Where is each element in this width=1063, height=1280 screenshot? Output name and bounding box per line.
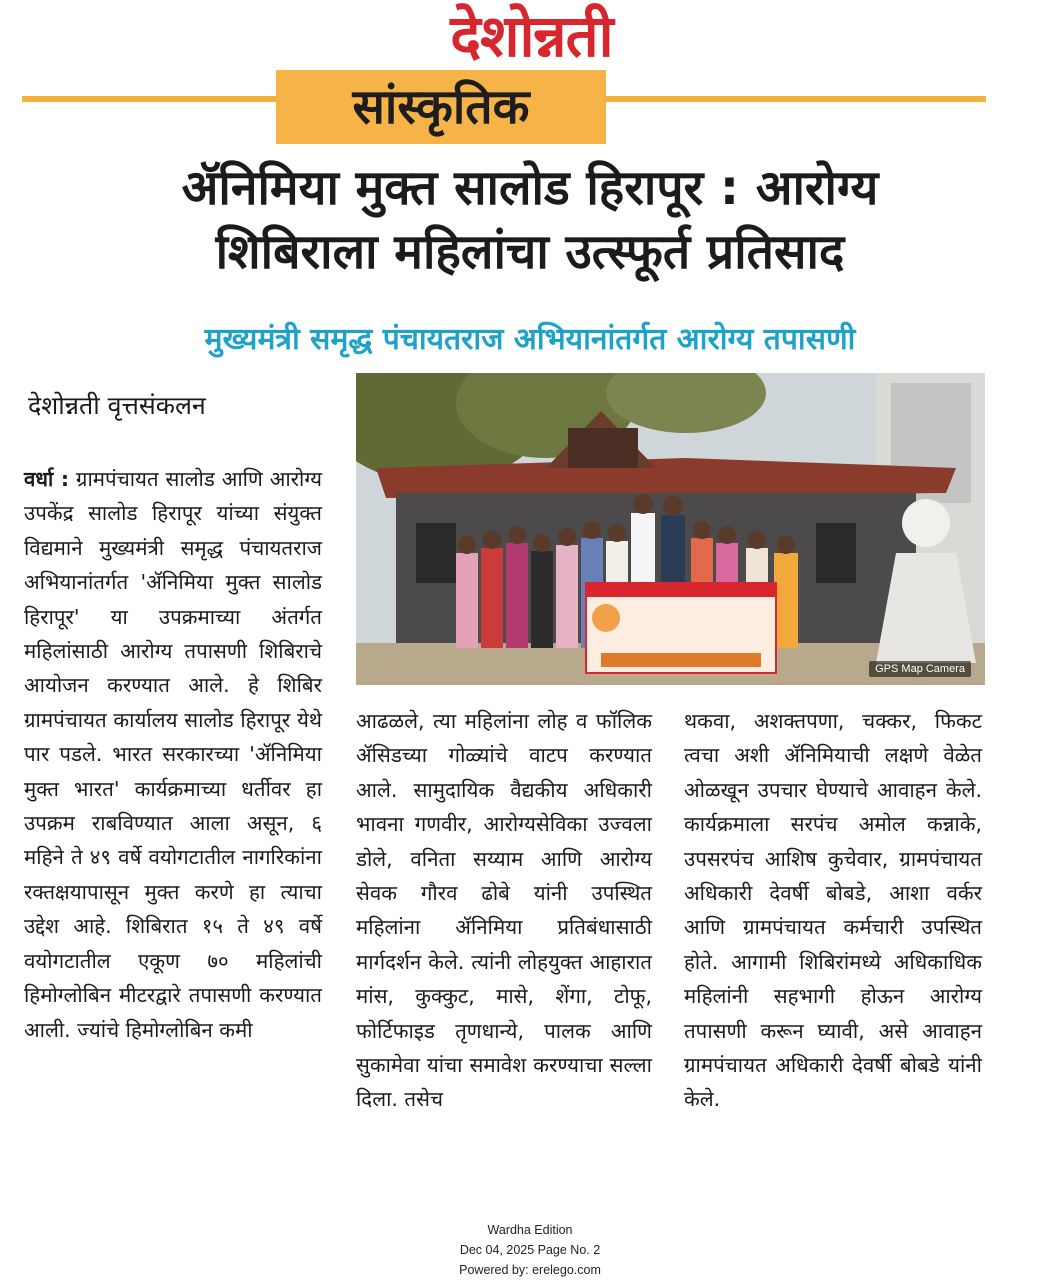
headline-line-2: शिबिराला महिलांचा उत्स्फूर्त प्रतिसाद	[215, 224, 845, 280]
dateline: वर्धा :	[24, 467, 70, 491]
section-label: सांस्कृतिक	[276, 70, 606, 144]
edition-label: Wardha Edition	[487, 1223, 573, 1237]
date-page-label: Dec 04, 2025 Page No. 2	[459, 1243, 601, 1257]
article-subheading: मुख्यमंत्री समृद्ध पंचायतराज अभियानांतर्गत आरोग्य तपासणी	[204, 322, 856, 357]
article-column-3: थकवा, अशक्तपणा, चक्कर, फिकट त्वचा अशी ॲनिमियाची लक्षणे वेळेत ओळखून उपचार घेण्याचे आवाहन केले. कार्यक्रमाला सरपंच अमोल कन्नाके, उपसरपंच आशिष कुचेवार, ग्रामपंचायत अधिकारी देवर्षी बोबडे, आशा वर्कर आणि ग्रामपंचायत कर्मचारी उपस्थित होते. आगामी शिबिरांमध्ये अधिकाधिक महिलांनी सहभागी होऊन आरोग्य तपासणी करून घ्यावी, असे आवाहन ग्रामपंचायत अधिकारी देवर्षी बोबडे यांनी केले.	[684, 709, 982, 1112]
article-column-1	[24, 462, 322, 1047]
section-rule-right	[602, 96, 986, 102]
byline: देशोन्नती वृत्तसंकलन	[28, 391, 206, 420]
powered-by-label: Powered by: erelego.com	[459, 1263, 601, 1277]
headline-line-1: ॲनिमिया मुक्त सालोड हिरापूर : आरोग्य	[181, 160, 879, 216]
photo-illustration	[356, 373, 985, 685]
newspaper-logo: देशोन्नती	[450, 2, 613, 70]
page-footer	[380, 1220, 680, 1280]
section-rule-left	[22, 96, 280, 102]
article-column-2: आढळले, त्या महिलांना लोह व फॉलिक ॲसिडच्या गोळ्यांचे वाटप करण्यात आले. सामुदायिक वैद्यकीय अधिकारी भावना गणवीर, आरोग्यसेविका उज्वला डोले, वनिता सय्याम आणि आरोग्य सेवक गौरव ढोबे यांनी उपस्थित महिलांना ॲनिमिया प्रतिबंधासाठी मार्गदर्शन केले. त्यांनी लोहयुक्त आहारात मांस, कुक्कुट, मासे, शेंगा, टोफू, फोर्टिफाइड तृणधान्ये, पालक आणि सुकामेवा यांचा समावेश करण्याचा सल्ला दिला. तसेच	[356, 709, 652, 1112]
column-1-text: ग्रामपंचायत सालोड आणि आरोग्य उपकेंद्र सालोड हिरापूर यांच्या संयुक्त विद्यमाने मुख्यमंत्री समृद्ध पंचायतराज अभियानांतर्गत 'ॲनिमिया मुक्त सालोड हिरापूर' या उपक्रमाच्या अंतर्गत महिलांसाठी आरोग्य तपासणी शिबिराचे आयोजन करण्यात आले. हे शिबिर ग्रामपंचायत कार्यालय सालोड हिरापूर येथे पार पडले. भारत सरकारच्या 'ॲनिमिया मुक्त भारत' कार्यक्रमाच्या धर्तीवर हा उपक्रम राबविण्यात आला असून, ६ महिने ते ४९ वर्षे वयोगटातील नागरिकांना रक्तक्षयापासून मुक्त करणे हा त्याचा उद्देश आहे. शिबिरात १५ ते ४९ वर्षे वयोगटातील एकूण ७० महिलांची हिमोग्लोबिन मीटरद्वारे तपासणी करण्यात आली. ज्यांचे हिमोग्लोबिन कमी	[24, 467, 322, 1042]
gps-watermark: GPS Map Camera	[869, 661, 971, 677]
article-headline	[20, 156, 1040, 284]
article-photo	[356, 373, 985, 685]
